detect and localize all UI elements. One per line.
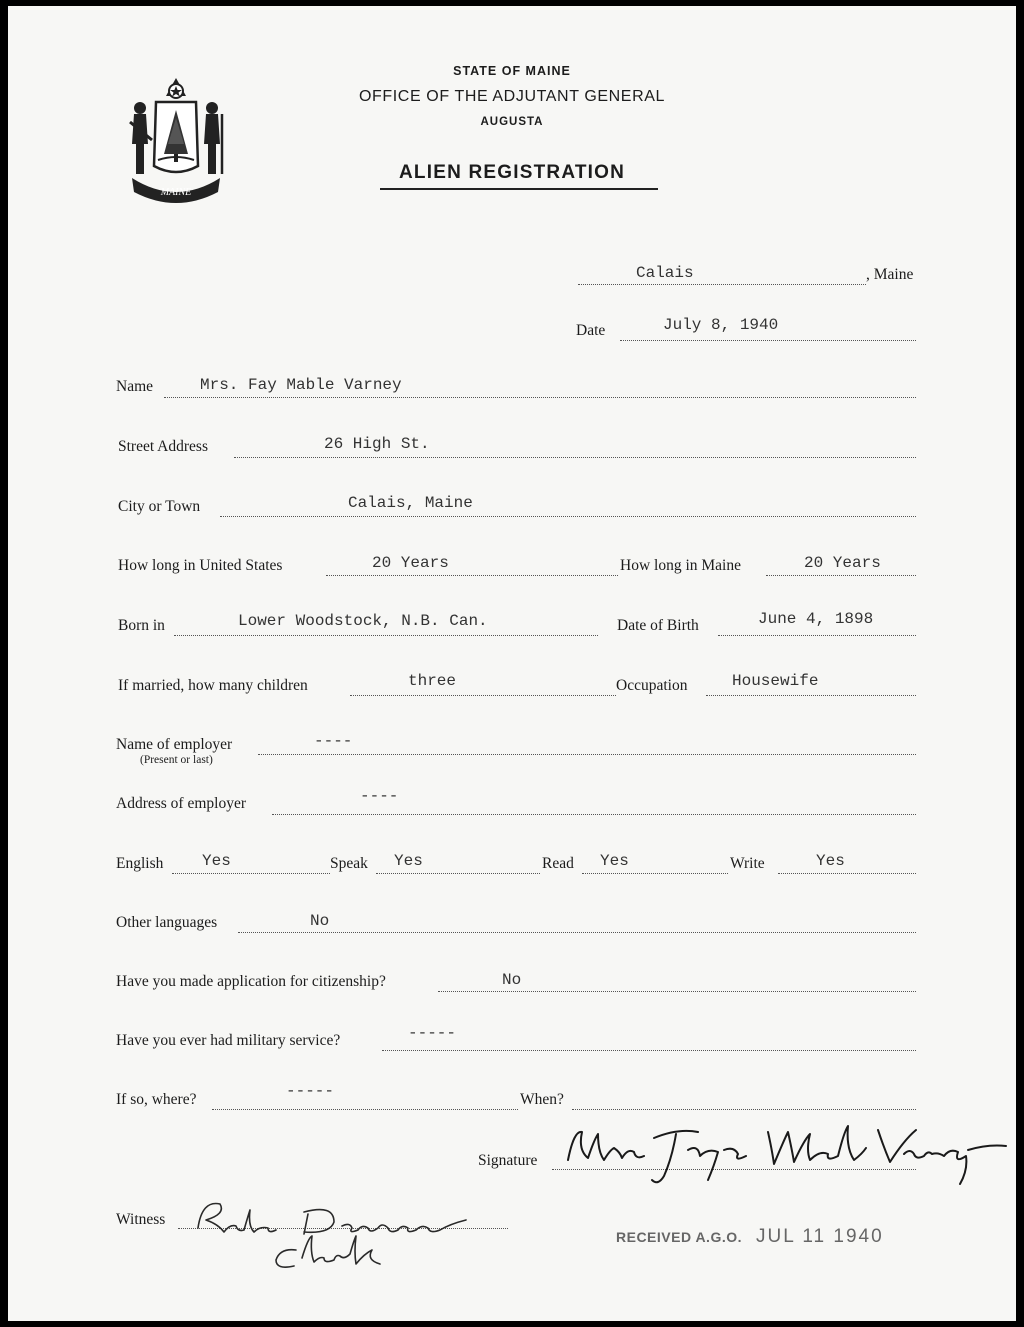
occupation-label: Occupation [616,677,688,694]
how-long-maine-line [766,575,916,576]
date-of-birth-value: June 4, 1898 [758,610,874,628]
signature-handwriting [548,1110,1018,1190]
how-long-maine-value: 20 Years [804,554,881,572]
employer-name-value: ---- [314,732,353,750]
employer-address-value: ---- [360,787,399,805]
english-value: Yes [202,852,231,870]
header-state: STATE OF MAINE [453,64,571,78]
if-so-where-label: If so, where? [116,1091,197,1108]
street-address-line [234,457,916,458]
name-label: Name [116,378,154,395]
other-languages-line [238,932,916,933]
date-value: July 8, 1940 [663,316,779,334]
signature-label: Signature [478,1152,538,1169]
date-line [620,340,916,341]
date-of-birth-line [718,635,916,636]
how-long-maine-label: How long in Maine [620,557,741,574]
name-value: Mrs. Fay Mable Varney [200,376,402,394]
place-line [578,284,866,285]
if-so-where-value: ----- [286,1082,335,1100]
place-value: Calais [636,264,694,282]
read-label: Read [542,855,574,872]
place-suffix: , Maine [866,266,914,283]
when-label: When? [520,1091,564,1108]
citizenship-line [438,991,916,992]
military-label: Have you ever had military service? [116,1032,341,1049]
occupation-line [706,695,916,696]
speak-line [376,873,540,874]
citizenship-label: Have you made application for citizenship? [116,973,386,990]
write-value: Yes [816,852,845,870]
received-stamp [616,1226,884,1248]
seal-banner-text: MAINE [160,187,192,198]
witness-handwriting [184,1190,484,1280]
employer-address-label: Address of employer [116,795,246,812]
children-line [350,695,616,696]
city-value: Calais, Maine [348,494,473,512]
how-long-us-value: 20 Years [372,554,449,572]
header-office: OFFICE OF THE ADJUTANT GENERAL [358,88,666,105]
born-in-value: Lower Woodstock, N.B. Can. [238,612,488,630]
date-of-birth-label: Date of Birth [617,617,699,634]
speak-value: Yes [394,852,423,870]
other-languages-value: No [310,912,330,930]
born-in-line [174,635,598,636]
citizenship-value: No [502,971,522,989]
employer-name-line [258,754,916,755]
received-stamp-date: JUL 11 1940 [756,1226,884,1247]
witness-label: Witness [116,1211,166,1228]
street-address-value: 26 High St. [324,435,430,453]
occupation-value: Housewife [732,672,819,690]
employer-name-sublabel: (Present or last) [140,754,213,766]
children-label: If married, how many children [118,677,308,694]
date-label: Date [576,322,606,339]
born-in-label: Born in [118,617,165,634]
how-long-us-line [326,575,618,576]
street-address-label: Street Address [118,438,208,455]
city-line [220,516,916,517]
if-so-where-line [212,1109,518,1110]
speak-label: Speak [330,855,368,872]
military-line [382,1050,916,1051]
write-label: Write [730,855,765,872]
read-value: Yes [600,852,629,870]
name-line [164,397,916,398]
title-underline [380,188,658,190]
form-title: ALIEN REGISTRATION [398,162,626,183]
children-value: three [408,672,457,690]
write-line [778,873,916,874]
military-value: ----- [408,1024,457,1042]
english-label: English [116,855,164,872]
received-stamp-text: RECEIVED A.G.O. [616,1229,743,1245]
how-long-us-label: How long in United States [118,557,283,574]
english-line [172,873,330,874]
read-line [582,873,728,874]
other-languages-label: Other languages [116,914,218,931]
employer-address-line [272,814,916,815]
city-label: City or Town [118,498,201,515]
registration-form-page [8,6,1016,1321]
employer-name-label: Name of employer [116,736,233,753]
header-city: AUGUSTA [480,116,544,128]
